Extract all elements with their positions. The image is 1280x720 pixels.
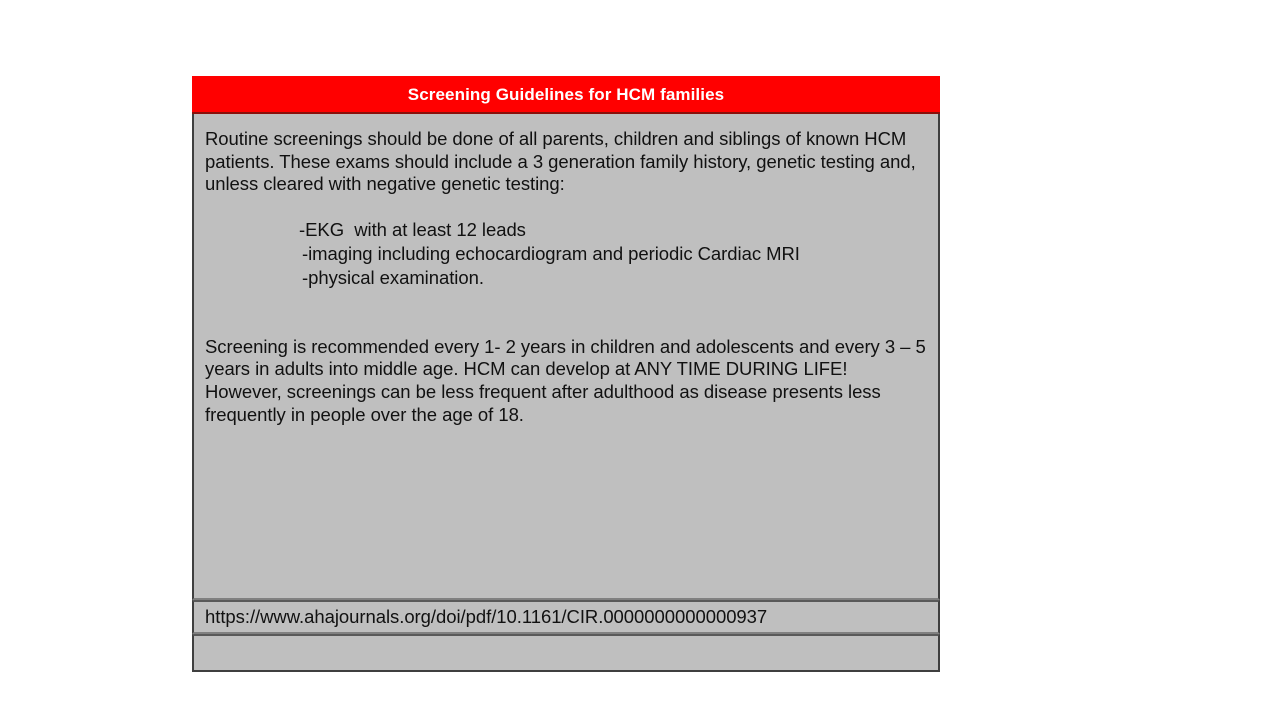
list-item: -imaging including echocardiogram and periodic Cardiac MRI: [302, 242, 800, 264]
screening-guidelines-table: [192, 76, 940, 672]
table-empty-row: [192, 634, 940, 672]
list-item: -EKG with at least 12 leads: [299, 218, 526, 240]
table-source-row: [192, 600, 940, 634]
section-spacer: [205, 290, 926, 336]
screening-exam-list: [205, 218, 926, 290]
paragraph-routine-screenings: Routine screenings should be done of all parents, children and siblings of known HCM patients. These exams should include a 3 generation family history, genetic testing and, unless cleared with negative genetic testing:: [205, 128, 916, 195]
table-body-row: [192, 114, 940, 600]
source-url[interactable]: https://www.ahajournals.org/doi/pdf/10.1161/CIR.0000000000000937: [205, 606, 768, 627]
list-item: -physical examination.: [302, 266, 484, 288]
page-title: Screening Guidelines for HCM families: [407, 84, 725, 104]
paragraph-screening-frequency: Screening is recommended every 1- 2 years in children and adolescents and every 3 – 5 years in adults into middle age. HCM can develop at ANY TIME DURING LIFE! However, screenings can be less frequent after adulthood as disease presents less frequently in people over the age of 18.: [205, 335, 926, 425]
paragraph-spacer: [205, 196, 926, 218]
table-header-row: [192, 76, 940, 114]
